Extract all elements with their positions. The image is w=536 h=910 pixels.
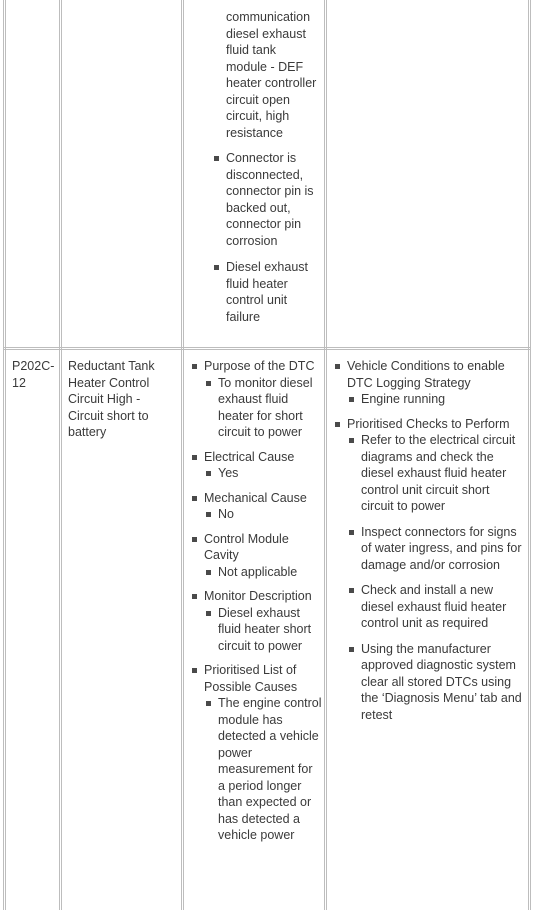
list-item: Refer to the electrical circuit diagrams and check the diesel exhaust fluid heater control unit circuit short circuit to power xyxy=(347,432,525,515)
table-border-right xyxy=(528,0,531,910)
column-divider-3 xyxy=(324,0,327,910)
list-item: Mechanical Cause No xyxy=(190,490,322,523)
list-item: To monitor diesel exhaust fluid heater for short circuit to power xyxy=(204,375,322,441)
list-item: Check and install a new diesel exhaust fluid heater control unit as required xyxy=(347,582,525,632)
list-item: Prioritised Checks to Perform Refer to the electrical circuit diagrams and check the diesel exhaust fluid heater control unit circuit short circuit to power Inspect connectors for signs of water ingress, and pins for damage and/or corrosion Check and install a new diesel exhaust fluid heater control unit as required Using the manufacturer approved diagnostic system clear all stored DTCs using the ‘Diagnosis Menu’ tab and retest xyxy=(333,416,525,724)
column-divider-1 xyxy=(59,0,62,910)
list-item: Diesel exhaust fluid heater short circuit to power xyxy=(204,605,322,655)
list-item: Yes xyxy=(204,465,322,482)
list-item: Diesel exhaust fluid heater control unit failure xyxy=(212,259,320,325)
list-item: Inspect connectors for signs of water ingress, and pins for damage and/or corrosion xyxy=(347,524,525,574)
list-item: Purpose of the DTC To monitor diesel exhaust fluid heater for short circuit to power xyxy=(190,358,322,441)
dtc-checks-cell xyxy=(333,358,525,731)
list-item: Engine running xyxy=(347,391,525,408)
list-item: Not applicable xyxy=(204,564,322,581)
dtc-description: Reductant Tank Heater Control Circuit High - Circuit short to battery xyxy=(68,359,155,439)
list-item: No xyxy=(204,506,322,523)
row-divider xyxy=(3,347,531,350)
list-item: Vehicle Conditions to enable DTC Logging Strategy Engine running xyxy=(333,358,525,408)
list-item: Monitor Description Diesel exhaust fluid heater short circuit to power xyxy=(190,588,322,654)
list-item: Control Module Cavity Not applicable xyxy=(190,531,322,581)
causes-continued-text: communication diesel exhaust fluid tank module - DEF heater controller circuit open circuit, high resistance xyxy=(226,10,317,140)
column-divider-2 xyxy=(181,0,184,910)
dtc-details-cell xyxy=(190,358,322,852)
dtc-code: P202C-12 xyxy=(12,359,55,390)
causes-continued-cell xyxy=(212,9,320,333)
list-item: Using the manufacturer approved diagnostic system clear all stored DTCs using the ‘Diagnosis Menu’ tab and retest xyxy=(347,641,525,724)
list-item: The engine control module has detected a vehicle power measurement for a period longer than expected or has detected a vehicle power xyxy=(204,695,322,844)
list-item: Connector is disconnected, connector pin is backed out, connector pin corrosion xyxy=(212,150,320,249)
list-item: Prioritised List of Possible Causes The engine control module has detected a vehicle power measurement for a period longer than expected or has detected a vehicle power xyxy=(190,662,322,844)
table-border-left xyxy=(3,0,6,910)
list-item: Electrical Cause Yes xyxy=(190,449,322,482)
